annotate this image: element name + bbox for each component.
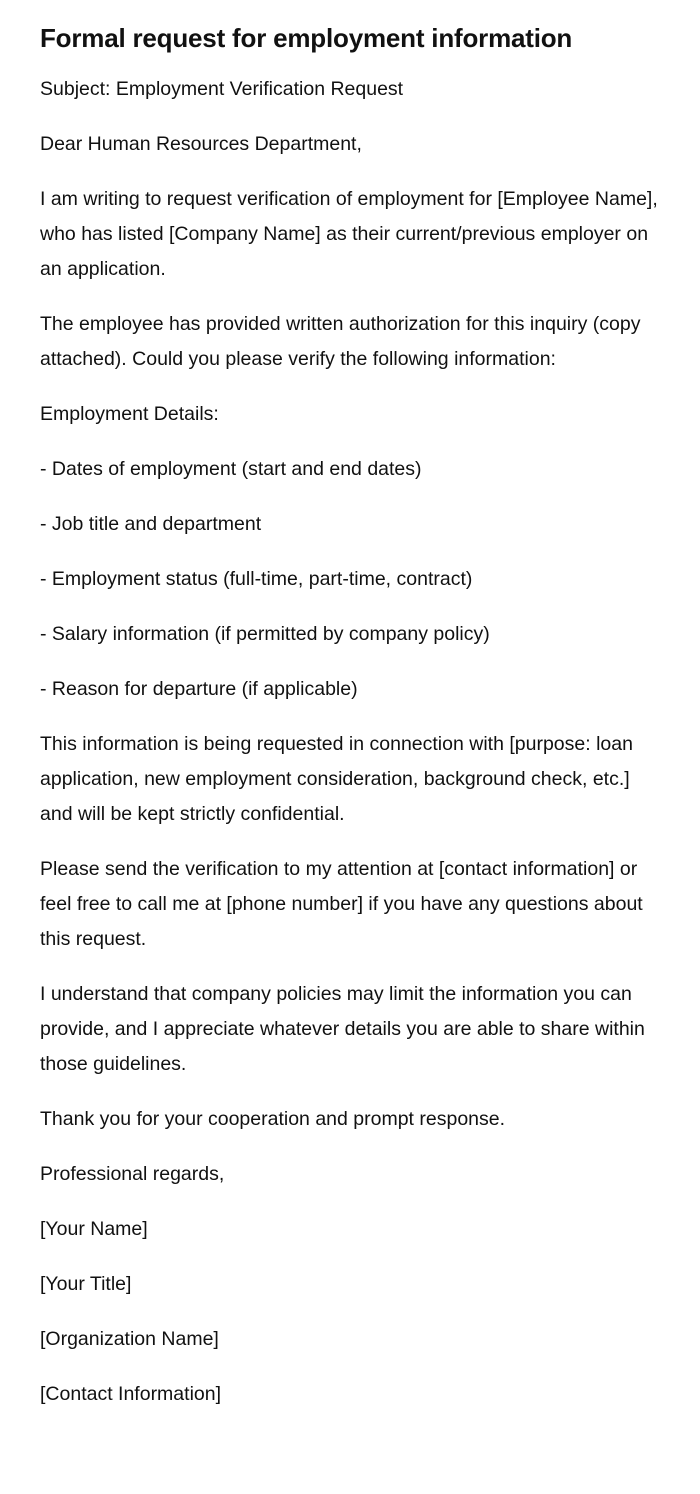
detail-item-dates: - Dates of employment (start and end dates) — [40, 457, 422, 480]
thanks-line: Thank you for your cooperation and prompt response. — [40, 1107, 506, 1130]
purpose-paragraph: This information is being requested in connection with [purpose: loan application, new employment consideration, background check, etc.] and will be kept strictly confidential. — [40, 732, 633, 825]
subject-line: Subject: Employment Verification Request — [40, 77, 404, 100]
signature-contact: [Contact Information] — [40, 1382, 222, 1405]
intro-paragraph: I am writing to request verification of employment for [Employee Name], who has listed [Company Name] as their current/previous employer on an application. — [40, 187, 658, 280]
detail-item-departure: - Reason for departure (if applicable) — [40, 677, 358, 700]
details-heading: Employment Details: — [40, 402, 219, 425]
detail-item-salary: - Salary information (if permitted by company policy) — [40, 622, 490, 645]
closing-line: Professional regards, — [40, 1162, 225, 1185]
detail-item-job-title: - Job title and department — [40, 512, 262, 535]
signature-name: [Your Name] — [40, 1217, 148, 1240]
document-title: Formal request for employment information — [40, 23, 573, 53]
authorization-paragraph: The employee has provided written authorization for this inquiry (copy attached). Could you please verify the following information: — [40, 312, 641, 370]
signature-organization: [Organization Name] — [40, 1327, 219, 1350]
salutation: Dear Human Resources Department, — [40, 132, 362, 155]
contact-request-paragraph: Please send the verification to my attention at [contact information] or feel free to call me at [phone number] if you have any questions about this request. — [40, 857, 643, 950]
detail-item-status: - Employment status (full-time, part-time, contract) — [40, 567, 473, 590]
signature-title: [Your Title] — [40, 1272, 132, 1295]
policy-note-paragraph: I understand that company policies may limit the information you can provide, and I appreciate whatever details you are able to share within those guidelines. — [40, 982, 645, 1075]
